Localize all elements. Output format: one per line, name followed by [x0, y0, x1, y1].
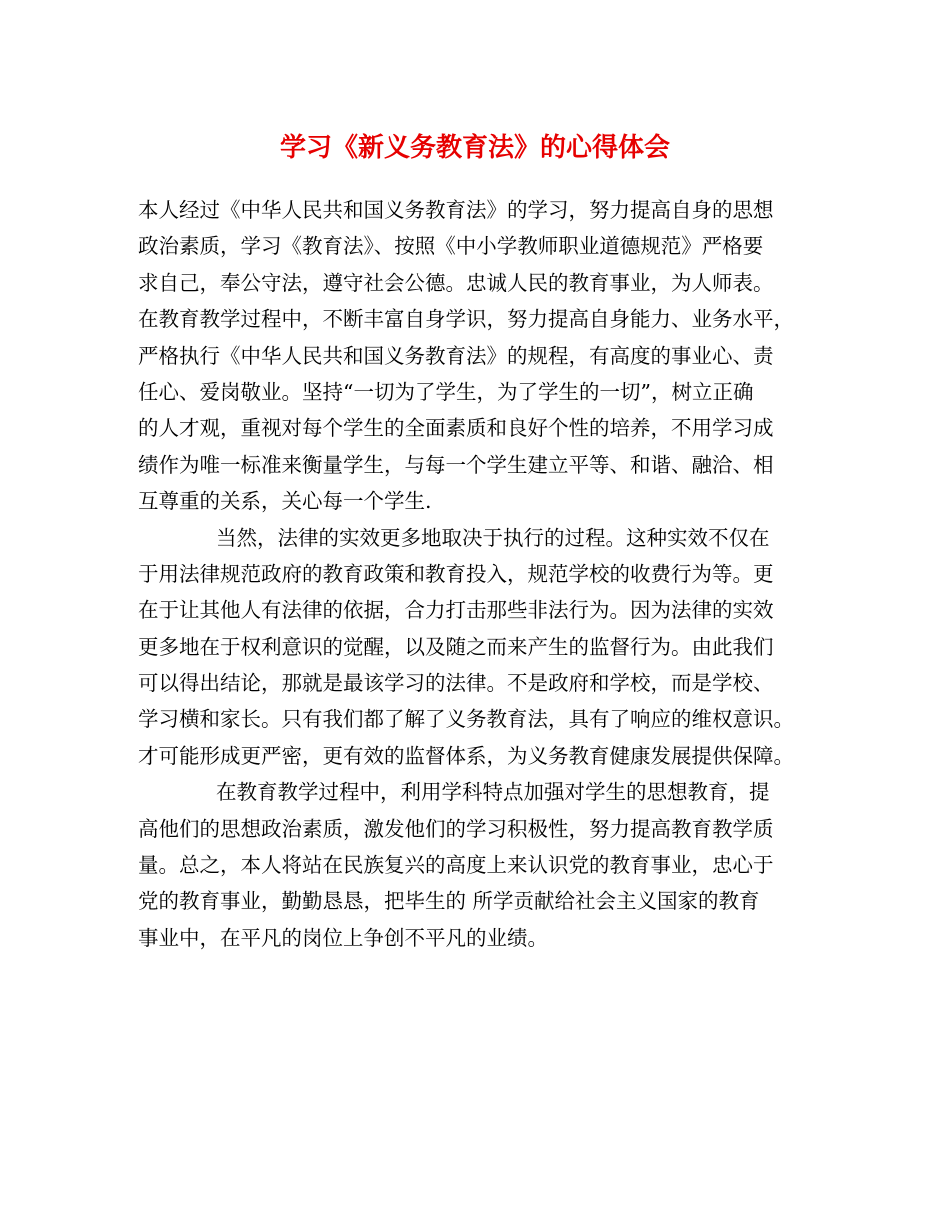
text-line: 绩作为唯一标准来衡量学生，与每一个学生建立平等、和谐、融洽、相 [138, 452, 774, 477]
text-line: 党的教育事业，勤勤恳恳，把毕生的 所学贡献给社会主义国家的教育 [138, 889, 760, 914]
text-line: 量。总之，本人将站在民族复兴的高度上来认识党的教育事业，忠心于 [138, 853, 774, 878]
text-line: 求自己，奉公守法，遵守社会公德。忠诚人民的教育事业，为人师表。 [138, 270, 774, 295]
text-line: 高他们的思想政治素质，激发他们的学习积极性，努力提高教育教学质 [138, 816, 774, 841]
text-line: 在教育教学过程中，利用学科特点加强对学生的思想教育，提 [216, 780, 770, 805]
text-line: 更多地在于权利意识的觉醒，以及随之而来产生的监督行为。由此我们 [138, 634, 774, 659]
text-line: 严格执行《中华人民共和国义务教育法》的规程，有高度的事业心、责 [138, 343, 774, 368]
text-line: 本人经过《中华人民共和国义务教育法》的学习，努力提高自身的思想 [138, 198, 774, 222]
document-body [138, 192, 838, 956]
text-line: 政治素质，学习《教育法》、按照《中小学教师职业道德规范》严格要 [138, 234, 764, 259]
text-line: 任心、爱岗敬业。坚持“一切为了学生，为了学生的一切”，树立正确 [138, 379, 754, 404]
text-line: 可以得出结论，那就是最该学习的法律。不是政府和学校，而是学校、 [138, 671, 774, 696]
document-title: 学习《新义务教育法》的心得体会 [279, 133, 670, 163]
text-line: 互尊重的关系，关心每一个学生. [138, 489, 432, 514]
text-line: 当然，法律的实效更多地取决于执行的过程。这种实效不仅在 [216, 525, 770, 550]
text-line: 学习横和家长。只有我们都了解了义务教育法，具有了响应的维权意识。 [138, 707, 794, 732]
text-line: 在教育教学过程中，不断丰富自身学识，努力提高自身能力、业务水平， [138, 307, 794, 332]
text-line: 事业中，在平凡的岗位上争创不平凡的业绩。 [138, 925, 548, 950]
text-line: 才可能形成更严密，更有效的监督体系，为义务教育健康发展提供保障。 [138, 743, 794, 768]
text-line: 于用法律规范政府的教育政策和教育投入，规范学校的收费行为等。更 [138, 561, 774, 586]
text-line: 在于让其他人有法律的依据，合力打击那些非法行为。因为法律的实效 [138, 598, 774, 623]
text-line: 的人才观，重视对每个学生的全面素质和良好个性的培养，不用学习成 [138, 416, 774, 441]
